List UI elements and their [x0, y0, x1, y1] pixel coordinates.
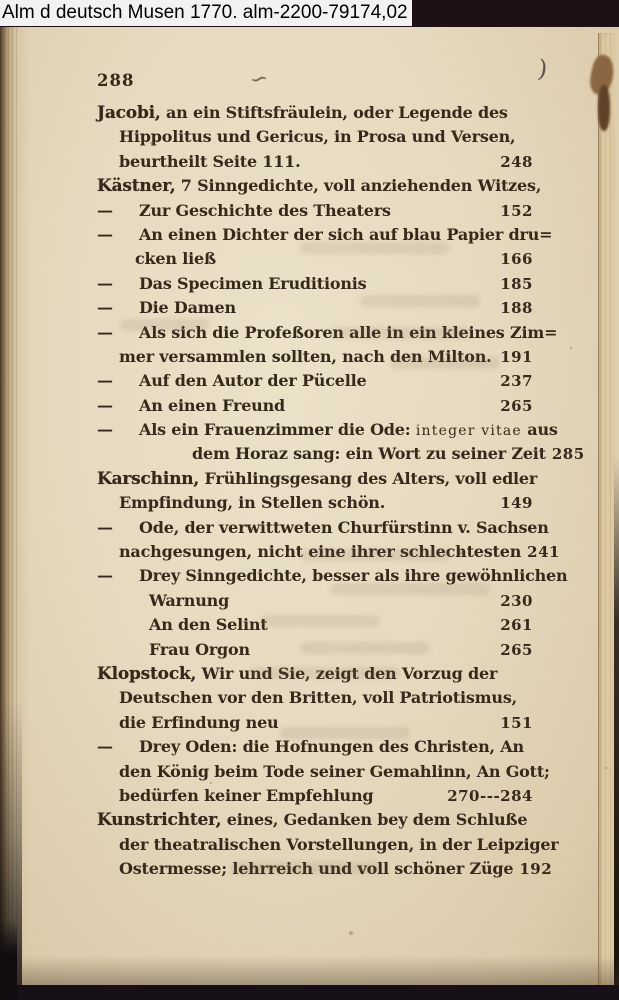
scanned-book-page [0, 27, 619, 1000]
entry-text-main: cken ließ [135, 249, 216, 269]
show-through-smudge [230, 862, 380, 874]
entry-text-main: Zur Geschichte des Theaters [139, 200, 391, 220]
dash-marker: — [97, 737, 113, 757]
entry-lead: Karschinn, [97, 468, 200, 489]
entry-page-number: 270---284 [447, 786, 533, 805]
toc-line [97, 808, 533, 832]
entry-text-main: bedürfen keiner Empfehlung [119, 785, 374, 805]
entry-text [139, 296, 236, 320]
entry-text [139, 394, 285, 418]
toc-line [97, 369, 533, 393]
index-text-block [97, 101, 585, 882]
entry-page-number: 185 [500, 274, 533, 293]
show-through-smudge [390, 357, 500, 369]
entry-text-main: der theatralischen Vorstellungen, in der Leipziger [119, 834, 559, 854]
toc-line [97, 516, 549, 540]
entry-text-main: An den Selint [149, 615, 268, 635]
entry-text-main: An einen Freund [139, 395, 286, 415]
entry-text-main: dem Horaz sang: ein Wort zu seiner Zeit [192, 444, 546, 464]
entry-lead: Jacobi, [97, 103, 161, 123]
dash-marker: — [97, 200, 113, 220]
archive-title: Alm d deutsch Musen 1770. alm-2200-79174,02 [0, 0, 412, 26]
archive-label-bar [0, 0, 619, 27]
show-through-smudge [280, 727, 410, 739]
toc-line [97, 833, 559, 857]
entry-page-number: 151 [500, 713, 533, 732]
entry-text [97, 174, 541, 198]
entry-page-number: 192 [519, 860, 553, 879]
show-through-smudge [120, 319, 210, 331]
scan-corner-dark [0, 920, 17, 1000]
entry-lead: Kästner, [97, 176, 176, 197]
toc-line [97, 442, 585, 466]
entry-text [139, 516, 549, 540]
show-through-smudge [360, 295, 480, 307]
entry-page-number: 149 [500, 494, 533, 513]
entry-lead: Kunstrichter, [97, 810, 222, 831]
dash-marker: — [97, 566, 113, 586]
entry-text [119, 711, 279, 735]
entry-text [119, 491, 385, 515]
entry-text [97, 101, 508, 125]
entry-text [139, 272, 366, 296]
entry-text-main: Ode, der verwittweten Churfürstinn v. Sachsen [139, 517, 549, 537]
dash-marker: — [97, 322, 113, 342]
entry-text [119, 760, 550, 784]
entry-text-main: Als ein Frauenzimmer die Ode: [139, 420, 416, 440]
entry-text [119, 784, 373, 808]
entry-text-main: Drey Oden: die Hofnungen des Christen, An [139, 737, 524, 757]
entry-text [97, 808, 527, 832]
entry-text [149, 589, 229, 613]
entry-text-main: 7 Sinngedichte, voll anziehenden Witzes, [175, 176, 542, 196]
dash-marker: — [97, 224, 113, 244]
toc-line [97, 125, 533, 149]
toc-line [97, 174, 542, 198]
ink-mark-squiggle: ∽ [247, 65, 271, 94]
entry-text [139, 418, 558, 443]
entry-text [192, 442, 546, 466]
entry-text [149, 638, 250, 662]
entry-text-main: Hippolitus und Gericus, in Prosa und Versen, [119, 127, 516, 147]
entry-text-main: Deutschen vor den Britten, voll Patriotismus, [119, 688, 518, 708]
scan-edge-right [614, 457, 619, 1000]
entry-text [119, 125, 515, 149]
dash-marker: — [97, 298, 113, 318]
scan-edge-bottom [0, 985, 619, 1000]
entry-text-main: nachgesungen, nicht eine ihrer schlechtesten [119, 542, 522, 562]
toc-line [97, 491, 533, 515]
entry-page-number: 188 [500, 299, 533, 318]
entry-text-main: Warnung [149, 590, 230, 610]
entry-page-number: 230 [500, 591, 533, 610]
entry-text-main: Frühlingsgesang des Alters, voll edler [199, 468, 538, 488]
toc-line [97, 150, 533, 174]
entry-text-main: Empfindung, in Stellen schön. [119, 493, 386, 513]
entry-page-number: 237 [500, 372, 533, 391]
entry-text [97, 467, 537, 491]
entry-text-tail: aus [521, 420, 558, 440]
entry-text [149, 613, 268, 637]
paper-chip [598, 85, 610, 131]
entry-lead: Klopstock, [97, 663, 197, 684]
entry-page-number: 241 [527, 543, 560, 562]
toc-line [97, 394, 533, 418]
entry-text-main: Als sich die Profeßoren alle in ein kleines Zim= [139, 322, 558, 342]
entry-text-main: Drey Sinngedichte, besser als ihre gewöhnlichen [139, 566, 568, 586]
entry-page-number: 285 [551, 445, 585, 464]
entry-text [119, 833, 559, 857]
toc-line [97, 467, 538, 491]
entry-text-main: Frau Orgon [149, 639, 250, 659]
toc-line [97, 199, 533, 223]
entry-page-number: 166 [500, 250, 533, 269]
entry-text-main: Wir und Sie, zeigt den Vorzug der [196, 663, 498, 683]
entry-text-main: Ostermesse; lehrreich und voll schöner Züge [119, 859, 514, 879]
toc-line [97, 784, 533, 808]
entry-text-main: beurtheilt Seite 111. [119, 151, 301, 171]
entry-text-main: die Erfindung neu [119, 712, 279, 732]
entry-text-main: an ein Stiftsfräulein, oder Legende des [160, 103, 508, 122]
page-edge-lines-right [600, 33, 615, 988]
entry-text [139, 369, 366, 393]
entry-page-number: 261 [500, 616, 533, 635]
dash-marker: — [97, 273, 113, 293]
toc-line [97, 686, 533, 710]
dash-marker: — [97, 517, 113, 537]
bottom-shadow [0, 956, 619, 986]
show-through-smudge [330, 583, 490, 595]
ink-mark-paren: ) [536, 54, 550, 84]
dash-marker: — [97, 395, 113, 415]
entry-text [139, 199, 391, 223]
entry-text [135, 247, 216, 271]
entry-text-main: An einen Dichter der sich auf blau Papier dru= [139, 224, 553, 244]
dash-marker: — [97, 371, 113, 391]
toc-line [97, 418, 558, 442]
show-through-smudge [300, 242, 450, 254]
toc-line [97, 272, 533, 296]
entry-latin-phrase: integer vitae [415, 423, 522, 440]
entry-text [119, 150, 300, 174]
show-through-smudge [260, 615, 380, 627]
entry-text [119, 686, 517, 710]
dash-marker: — [97, 420, 113, 440]
entry-page-number: 191 [500, 347, 533, 366]
show-through-smudge [300, 642, 430, 654]
show-through-smudge [330, 327, 470, 339]
show-through-smudge [300, 549, 450, 561]
entry-text-main: mer versammlen sollten, nach den Milton. [119, 346, 492, 366]
show-through-smudge [250, 667, 400, 679]
entry-text-main: eines, Gedanken bey dem Schluße [221, 810, 528, 830]
entry-page-number: 265 [500, 640, 533, 659]
folio-number: 288 [97, 71, 135, 90]
entry-page-number: 248 [500, 152, 533, 171]
entry-text-main: den König beim Tode seiner Gemahlinn, An Gott; [119, 761, 550, 781]
entry-page-number: 265 [500, 396, 533, 415]
entry-text-main: Die Damen [139, 298, 236, 318]
toc-line [97, 760, 550, 784]
entry-text-main: Das Specimen Eruditionis [139, 273, 367, 293]
toc-line [97, 101, 533, 125]
entry-page-number: 152 [500, 201, 533, 220]
entry-text-main: Auf den Autor der Pücelle [139, 371, 367, 391]
